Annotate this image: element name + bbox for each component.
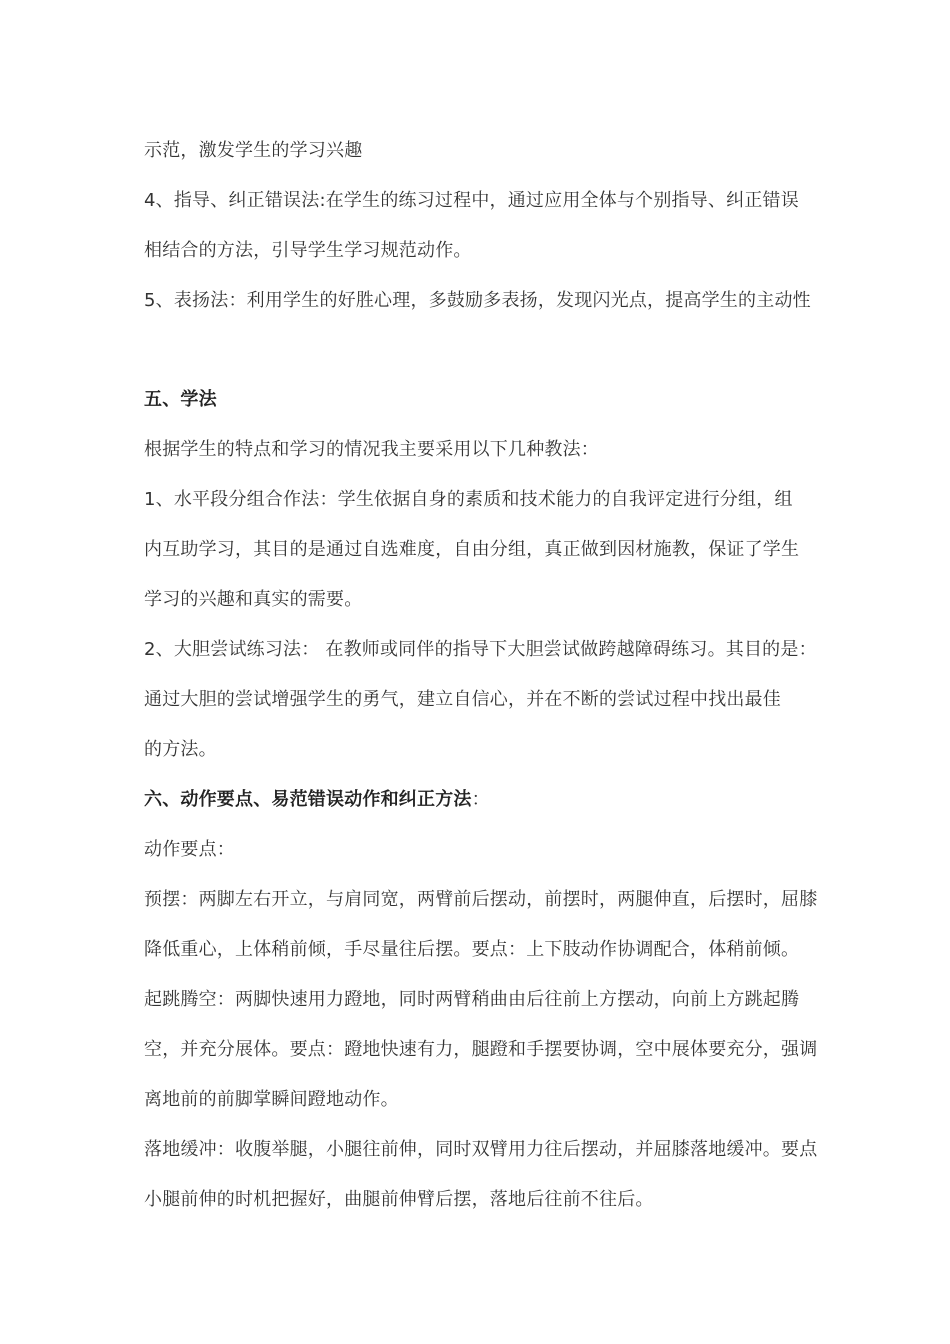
text-line: 2、大胆尝试练习法： 在教师或同伴的指导下大胆尝试做跨越障碍练习。其目的是： (144, 639, 817, 660)
section-heading-key-points (144, 775, 819, 825)
text-line: 内互助学习，其目的是通过自选难度，自由分组，真正做到因材施教，保证了学生 (144, 539, 800, 560)
section-heading-text: 六、动作要点、易范错误动作和纠正方法 (144, 789, 472, 810)
text-line: 预摆：两脚左右开立，与肩同宽，两臂前后摆动，前摆时，两腿伸直，后摆时，屈膝 (144, 889, 818, 910)
text-line: 小腿前伸的时机把握好，曲腿前伸臂后摆，落地后往前不往后。 (144, 1189, 654, 1210)
text-line: 1、水平段分组合作法：学生依据自身的素质和技术能力的自我评定进行分组，组 (144, 489, 793, 510)
text-line: 学习的兴趣和真实的需要。 (144, 589, 363, 610)
section-heading-colon: ： (471, 789, 490, 810)
text-line: 空，并充分展体。要点：蹬地快速有力，腿蹬和手摆要协调，空中展体要充分，强调 (144, 1039, 818, 1060)
text-line: 离地前的前脚掌瞬间蹬地动作。 (144, 1089, 399, 1110)
text-line: 落地缓冲：收腹举腿，小腿往前伸，同时双臂用力往后摆动，并屈膝落地缓冲。要点 (144, 1139, 818, 1160)
text-line: 的方法。 (144, 739, 217, 760)
text-line: 通过大胆的尝试增强学生的勇气，建立自信心，并在不断的尝试过程中找出最佳 (144, 689, 781, 710)
text-line: 4、指导、纠正错误法:在学生的练习过程中，通过应用全体与个别指导、纠正错误 (144, 190, 799, 211)
paragraph-gap (144, 326, 819, 375)
text-line: 相结合的方法，引导学生学习规范动作。 (144, 240, 472, 261)
document-body (144, 126, 819, 1225)
text-line: 动作要点： (144, 839, 235, 860)
text-line: 示范，激发学生的学习兴趣 (144, 140, 363, 161)
text-line: 根据学生的特点和学习的情况我主要采用以下几种教法： (144, 439, 599, 460)
text-line: 降低重心，上体稍前倾，手尽量往后摆。要点：上下肢动作协调配合，体稍前倾。 (144, 939, 800, 960)
section-heading-study-method: 五、学法 (144, 389, 217, 410)
text-line: 5、表扬法：利用学生的好胜心理，多鼓励多表扬，发现闪光点，提高学生的主动性 (144, 290, 811, 311)
text-line: 起跳腾空：两脚快速用力蹬地，同时两臂稍曲由后往前上方摆动，向前上方跳起腾 (144, 989, 800, 1010)
